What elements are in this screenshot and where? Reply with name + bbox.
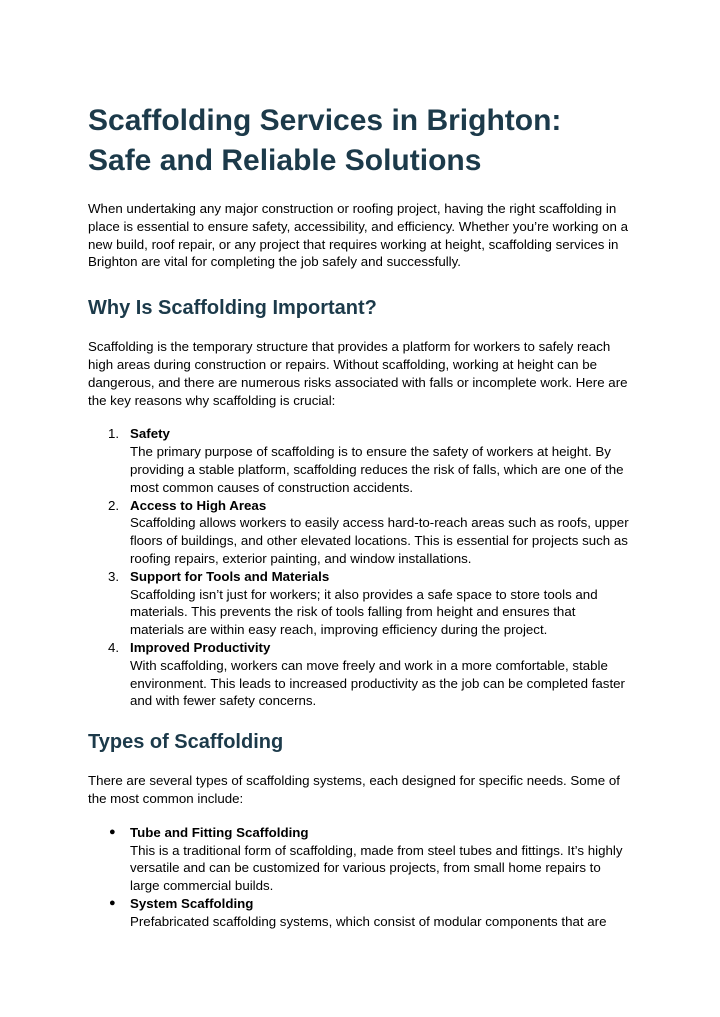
list-item-title: Access to High Areas	[130, 497, 267, 513]
list-number: 4.	[108, 639, 120, 655]
list-item	[88, 895, 632, 931]
list-item-body: With scaffolding, workers can move freely and work in a more comfortable, stable environment. This leads to increased productivity as the job can be completed faster and with fewer safety concerns.	[130, 657, 625, 709]
list-item	[88, 497, 632, 568]
list-item-title: Improved Productivity	[130, 639, 271, 655]
list-item-body: Scaffolding isn’t just for workers; it also provides a safe space to store tools and materials. This prevents the risk of tools falling from height and ensures that materials are within easy reach, improving efficiency during the project.	[130, 586, 598, 638]
list-item	[88, 425, 632, 496]
bullet-icon: ●	[109, 896, 116, 909]
list-number: 2.	[108, 497, 120, 513]
intro-paragraph: When undertaking any major construction or roofing project, having the right scaffolding in place is essential to ensure safety, accessibility, and efficiency. Whether you’re working on a new build, roof repair, or any project that requires working at height, scaffolding services in Brighton are vital for completing the job safely and successfully.	[88, 201, 629, 270]
bullet-list	[88, 824, 632, 931]
list-item-body: Scaffolding allows workers to easily access hard-to-reach areas such as roofs, upper floors of buildings, and other elevated locations. This is essential for projects such as roofing repairs, exterior painting, and window installations.	[130, 515, 629, 566]
numbered-list	[88, 425, 632, 710]
list-item-title: Support for Tools and Materials	[130, 568, 330, 584]
types-paragraph: There are several types of scaffolding systems, each designed for specific needs. Some of the most common include:	[88, 773, 620, 806]
list-item	[88, 639, 632, 710]
list-item-title: System Scaffolding	[130, 895, 254, 911]
page-title: Scaffolding Services in Brighton: Safe and Reliable Solutions	[88, 104, 562, 177]
list-item-title: Tube and Fitting Scaffolding	[130, 824, 309, 840]
list-item	[88, 568, 632, 639]
list-item-body: This is a traditional form of scaffolding, made from steel tubes and fittings. It’s highly versatile and can be customized for various projects, from small home repairs to large commercial builds.	[130, 842, 623, 894]
list-item	[88, 824, 632, 895]
bullet-icon: ●	[109, 825, 116, 838]
list-item-title: Safety	[130, 426, 170, 442]
list-number: 1.	[108, 426, 120, 442]
list-item-body: Prefabricated scaffolding systems, which consist of modular components that are	[130, 913, 607, 929]
section-heading-types: Types of Scaffolding	[88, 731, 284, 754]
section-heading-why: Why Is Scaffolding Important?	[88, 297, 377, 320]
list-item-body: The primary purpose of scaffolding is to ensure the safety of workers at height. By providing a stable platform, scaffolding reduces the risk of falls, which are one of the most common causes of construction accidents.	[130, 444, 624, 495]
list-number: 3.	[108, 568, 120, 584]
why-paragraph: Scaffolding is the temporary structure that provides a platform for workers to safely reach high areas during construction or repairs. Without scaffolding, working at height can be dangerous, and there are numerous risks associated with falls or incomplete work. Here are the key reasons why scaffolding is crucial:	[88, 339, 628, 408]
